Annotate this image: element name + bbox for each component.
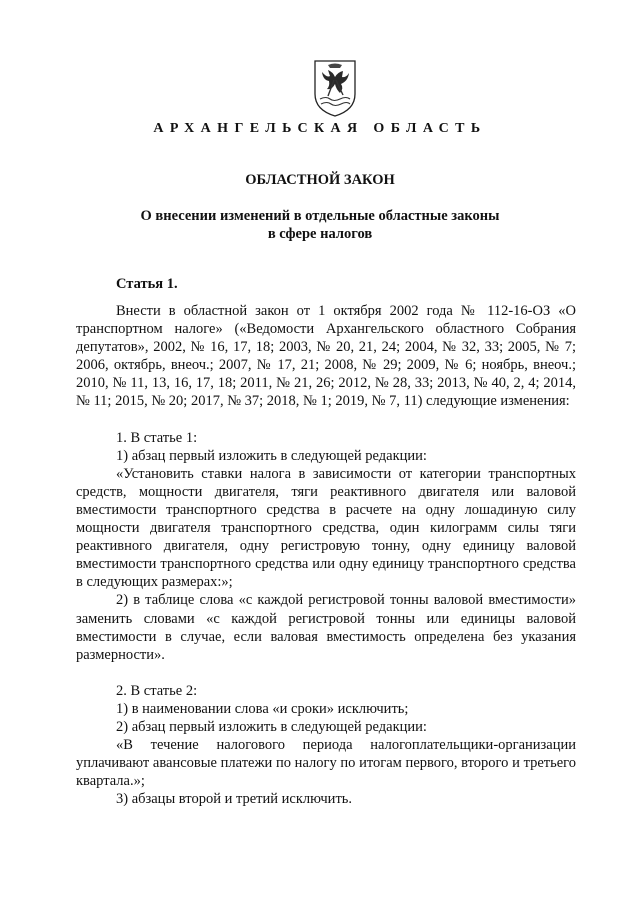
paragraph: 2) абзац первый изложить в следующей редакции: <box>116 718 427 735</box>
paragraph: 1) абзац первый изложить в следующей редакции: <box>116 447 427 464</box>
article-intro: Внести в областной закон от 1 октября 2002 года № 112-16-ОЗ «О транспортном налоге» («Ведомости Архангельского областного Собрания депутатов», 2002, № 16, 17, 18; 2003, № 20, 21, 24; 2004, № 32, 33; 2005, № 7; 2006, октябрь, внеоч.; 2007, № 17, 21; 2008, № 29; 2009, № 6; ноябрь, внеоч.; 2010, № 11, 13, 16, 17, 18; 2011, № 21, 26; 2012, № 28, 33; 2013, № 40, 2, 4; 2014, № 11; 2015, № 20; 2017, № 37; 2018, № 1; 2019, № 7, 11) следующие изменения: <box>76 303 576 410</box>
paragraph: 3) абзацы второй и третий исключить. <box>116 791 353 808</box>
paragraph: «Установить ставки налога в зависимости от категории транспортных средств, мощности двигателя, тяги реактивного двигателя или валовой вместимости транспортного средства в расчете на одну лошадиную силу мощности двигателя транспортного средства, один килограмм силы тяги реактивного двигателя, одну регистровую тонну, одну единицу валовой вместимости транспортного средства или одну единицу транспортного средства в следующих размерах:»; <box>76 465 576 591</box>
section-1-heading: 1. В статье 1: <box>116 429 198 446</box>
coat-of-arms-icon <box>312 58 358 118</box>
law-title-line: О внесении изменений в отдельные областные законы <box>140 208 500 224</box>
article-body <box>76 302 576 808</box>
paragraph: 2) в таблице слова «с каждой регистровой тонны валовой вместимости» заменить словами «с каждой регистровой тонны или единицы валовой вместимости в случае, если валовая вместимость определена без указания размерности». <box>76 592 576 663</box>
law-title <box>120 207 520 243</box>
article-heading: Статья 1. <box>116 276 178 292</box>
law-title-line: в сфере налогов <box>267 226 373 242</box>
section-2-heading: 2. В статье 2: <box>116 682 198 699</box>
region-name: АРХАНГЕЛЬСКАЯ ОБЛАСТЬ <box>153 121 487 136</box>
paragraph: «В течение налогового периода налогоплательщики-организации уплачивают авансовые платежи по налогу по итогам первого, второго и третьего квартала.»; <box>76 737 576 790</box>
law-type: ОБЛАСТНОЙ ЗАКОН <box>245 172 395 188</box>
paragraph: 1) в наименовании слова «и сроки» исключить; <box>116 700 409 717</box>
